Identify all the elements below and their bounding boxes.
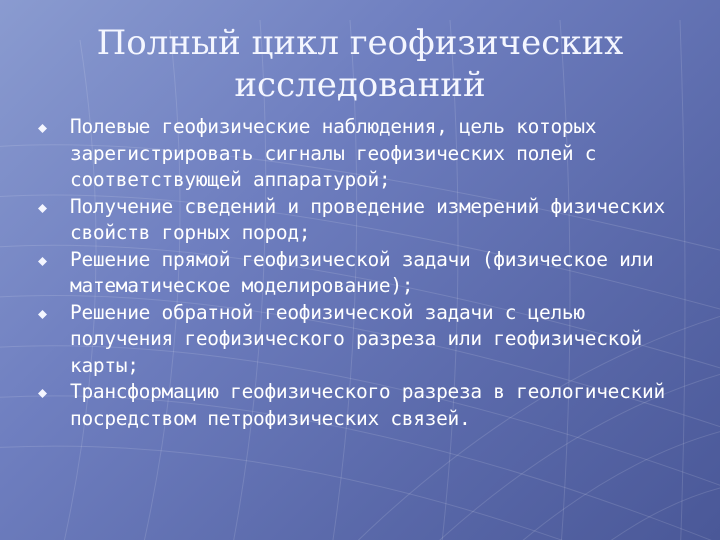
diamond-bullet-icon: [38, 204, 47, 213]
bullet-list: [38, 114, 690, 432]
diamond-bullet-icon: [38, 124, 47, 133]
bullet-text: Трансформацию геофизического разреза в геологический посредством петрофизических связей.: [70, 380, 665, 430]
bullet-text: Полевые геофизические наблюдения, цель которых зарегистрировать сигналы геофизических полей с соответствующей аппаратурой;: [70, 115, 597, 191]
title-line-1: Полный цикл геофизических: [96, 23, 624, 63]
list-item: [38, 247, 690, 300]
diamond-bullet-icon: [38, 257, 47, 266]
list-item: [38, 114, 690, 194]
list-item: [38, 194, 690, 247]
list-item: [38, 300, 690, 380]
list-item: [38, 379, 690, 432]
diamond-bullet-icon: [38, 389, 47, 398]
slide-title: [60, 22, 660, 106]
bullet-text: Решение прямой геофизической задачи (физическое или математическое моделирование);: [70, 247, 654, 297]
title-line-2: исследований: [234, 65, 486, 105]
bullet-text: Получение сведений и проведение измерений физических свойств горных пород;: [70, 194, 665, 244]
bullet-text: Решение обратной геофизической задачи с целью получения геофизического разреза или геофизической карты;: [70, 300, 643, 377]
diamond-bullet-icon: [38, 310, 47, 319]
